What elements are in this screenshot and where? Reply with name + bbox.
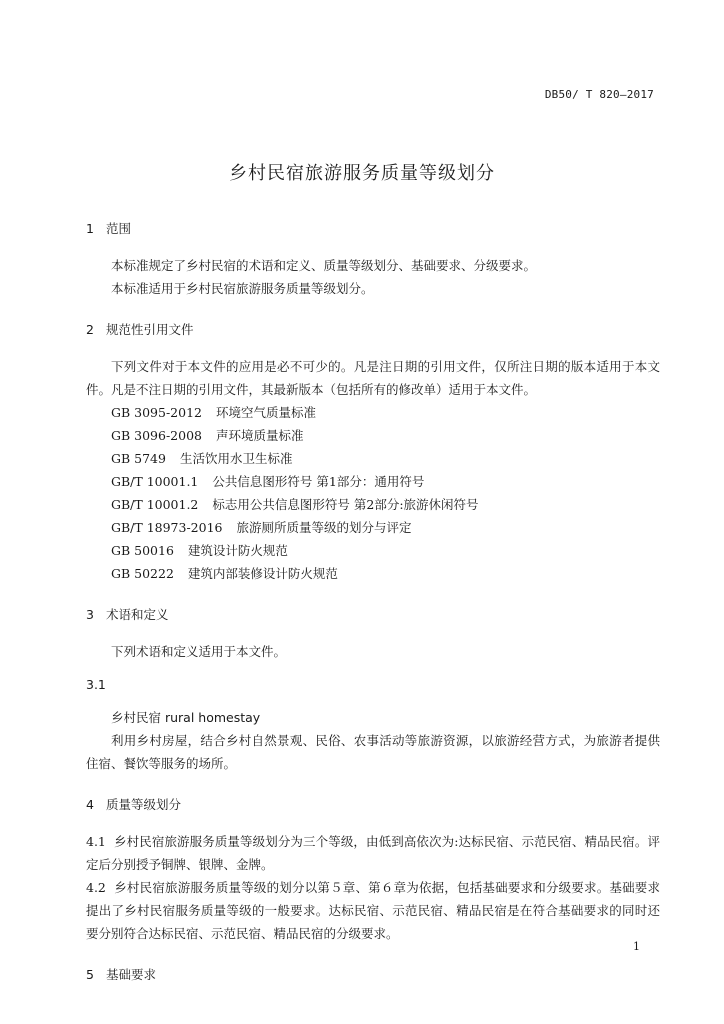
reference-name: 建筑设计防火规范 bbox=[187, 543, 288, 558]
section-number: 3 bbox=[86, 607, 94, 622]
reference-code: GB 5749 bbox=[111, 451, 166, 466]
term-name: 乡村民宿 rural homestay bbox=[111, 710, 261, 725]
reference-item bbox=[86, 424, 660, 447]
section-heading-4 bbox=[86, 793, 660, 816]
reference-item bbox=[86, 562, 660, 585]
section-heading-3 bbox=[86, 603, 660, 626]
section-number: 1 bbox=[86, 221, 94, 236]
paragraph: 下列术语和定义适用于本文件。 bbox=[111, 644, 287, 659]
clause-number: 4.1 bbox=[86, 834, 106, 849]
standard-code: DB50/ T 820—2017 bbox=[544, 88, 654, 101]
reference-code: GB 3095-2012 bbox=[111, 405, 202, 420]
reference-code: GB 50222 bbox=[111, 566, 174, 581]
document-title: 乡村民宿旅游服务质量等级划分 bbox=[229, 163, 495, 184]
paragraph: 下列文件对于本文件的应用是必不可少的。凡是注日期的引用文件，仅所注日期的版本适用于本文件。凡是不注日期的引用文件，其最新版本（包括所有的修改单）适用于本文件。 bbox=[86, 359, 660, 397]
reference-item bbox=[86, 470, 660, 493]
clause-text: 乡村民宿旅游服务质量等级划分为三个等级，由低到高依次为:达标民宿、示范民宿、精品民宿。评定后分别授予铜牌、银牌、金牌。 bbox=[86, 834, 661, 872]
reference-code: GB/T 10001.1 bbox=[111, 474, 199, 489]
reference-name: 标志用公共信息图形符号 第2部分:旅游休闲符号 bbox=[212, 497, 479, 512]
clause-4-2 bbox=[86, 876, 660, 945]
subsection-number: 3.1 bbox=[86, 677, 106, 692]
section-title: 范围 bbox=[105, 221, 131, 236]
clause-number: 4.2 bbox=[86, 880, 106, 895]
reference-item bbox=[86, 401, 660, 424]
section-title: 术语和定义 bbox=[105, 607, 169, 622]
reference-item bbox=[86, 516, 660, 539]
section-title: 质量等级划分 bbox=[105, 797, 181, 812]
reference-name: 环境空气质量标准 bbox=[216, 405, 317, 420]
reference-name: 旅游厕所质量等级的划分与评定 bbox=[236, 520, 412, 535]
section-heading-1 bbox=[86, 217, 660, 240]
reference-code: GB 50016 bbox=[111, 543, 174, 558]
term-definition: 利用乡村房屋，结合乡村自然景观、民俗、农事活动等旅游资源，以旅游经营方式，为旅游者提供住宿、餐饮等服务的场所。 bbox=[86, 733, 660, 771]
paragraph: 本标准适用于乡村民宿旅游服务质量等级划分。 bbox=[111, 281, 374, 296]
section-heading-5 bbox=[86, 963, 660, 986]
reference-name: 建筑内部装修设计防火规范 bbox=[187, 566, 338, 581]
reference-code: GB/T 18973-2016 bbox=[111, 520, 223, 535]
section-title: 基础要求 bbox=[105, 967, 156, 982]
section-number: 2 bbox=[86, 322, 94, 337]
reference-code: GB/T 10001.2 bbox=[111, 497, 199, 512]
reference-name: 公共信息图形符号 第1部分：通用符号 bbox=[212, 474, 425, 489]
section-number: 4 bbox=[86, 797, 94, 812]
section-heading-2 bbox=[86, 318, 660, 341]
paragraph: 本标准规定了乡村民宿的术语和定义、质量等级划分、基础要求、分级要求。 bbox=[111, 258, 537, 273]
clause-4-1 bbox=[86, 830, 660, 876]
reference-item bbox=[86, 493, 660, 516]
section-title: 规范性引用文件 bbox=[105, 322, 194, 337]
reference-item bbox=[86, 539, 660, 562]
section-number: 5 bbox=[86, 967, 94, 982]
reference-name: 声环境质量标准 bbox=[216, 428, 304, 443]
clause-text: 乡村民宿旅游服务质量等级的划分以第５章、第６章为依据，包括基础要求和分级要求。基础要求提出了乡村民宿服务质量等级的一般要求。达标民宿、示范民宿、精品民宿是在符合基础要求的同时还要分别符合达标民宿、示范民宿、精品民宿的分级要求。 bbox=[86, 880, 660, 941]
reference-item bbox=[86, 447, 660, 470]
subsection-heading-3-1 bbox=[86, 673, 660, 696]
page-number: 1 bbox=[633, 940, 640, 953]
reference-code: GB 3096-2008 bbox=[111, 428, 202, 443]
reference-name: 生活饮用水卫生标准 bbox=[179, 451, 293, 466]
document-body bbox=[86, 217, 660, 986]
